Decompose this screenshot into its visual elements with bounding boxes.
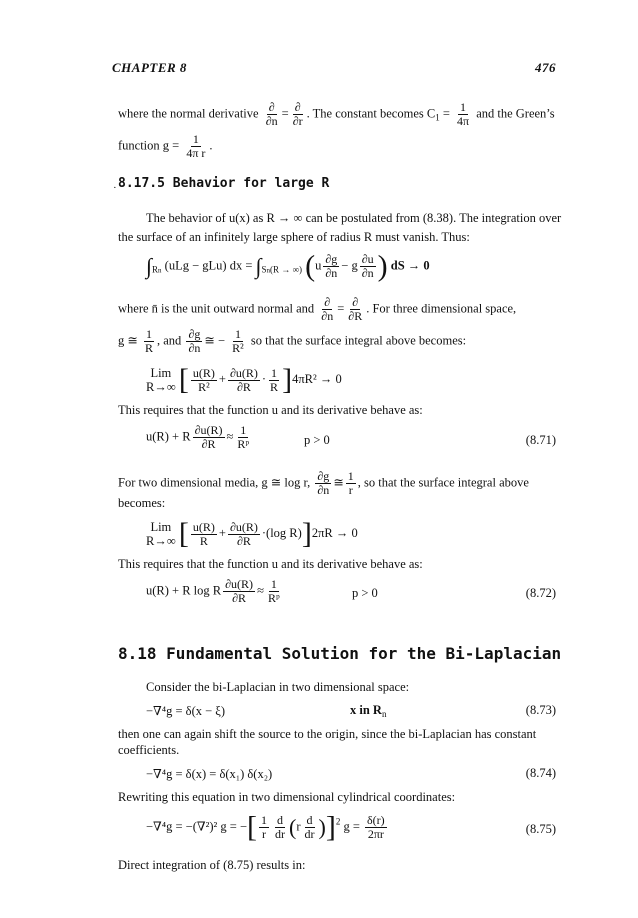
bracket: )	[318, 814, 326, 840]
text-span: is the unit outward normal and	[161, 301, 315, 316]
section-title: Fundamental Solution for the Bi-Laplacian	[166, 644, 562, 663]
numerator: ∂	[324, 295, 331, 309]
bracket: [	[178, 363, 189, 396]
text-span: where the normal derivative	[118, 106, 259, 121]
fraction	[259, 814, 269, 841]
text-span: u(R) + R	[146, 429, 191, 444]
fraction	[228, 367, 260, 394]
denominator: ∂R	[236, 533, 251, 548]
text-span: , so that the surface integral above	[357, 475, 529, 490]
numerator: ∂u	[361, 252, 374, 266]
chapter-label: CHAPTER 8	[112, 60, 187, 75]
text-span: .	[209, 138, 213, 153]
numerator: u(R)	[192, 365, 215, 380]
numerator: ∂g	[188, 327, 201, 341]
text-span: . For three dimensional space,	[366, 301, 517, 316]
fraction	[191, 367, 217, 394]
paragraph: This requires that the function u and its derivative behave as:	[118, 403, 423, 417]
paragraph-normal-derivative: where the normal derivative $\frac{\partial}{\partial n}$ = $\frac{\partial}{\partial r}$ . The constant becomes $C_1$ = $\frac{1}{4\pi}$ and the Green’s	[118, 100, 555, 128]
fraction	[143, 328, 155, 355]
section-title: Behavior for large R	[172, 176, 330, 191]
text-span: function g =	[118, 138, 180, 153]
fraction	[303, 814, 317, 841]
text-span: R→∞	[146, 534, 176, 548]
superscript: 2	[335, 816, 341, 827]
fraction-1-4pir	[184, 133, 207, 160]
denominator: r	[262, 827, 267, 841]
denominator: ∂n	[361, 266, 374, 280]
equation-8-71	[146, 424, 253, 451]
fraction	[193, 424, 225, 451]
text-span: , and	[157, 333, 182, 348]
numerator: ∂	[294, 100, 301, 114]
fraction	[266, 578, 282, 605]
text-span: −∇⁴g = −(∇²)² g = −	[146, 819, 248, 834]
numerator: 1	[270, 577, 277, 591]
paragraph: the surface of an infinitely large sphere of radius R must vanish. Thus:	[118, 230, 470, 244]
text-span: g =	[343, 819, 360, 834]
text-span: (uLg − gLu) dx =	[164, 258, 253, 273]
numerator: ∂g	[325, 252, 338, 266]
integral-sign: ∫	[146, 253, 153, 279]
denominator: ∂n	[317, 483, 330, 497]
equation-number: (8.75)	[525, 822, 556, 836]
text-span: so that the surface integral above becomes:	[250, 333, 467, 348]
paragraph: The behavior of u(x) as R → ∞ can be postulated from (8.38). The integration over	[146, 211, 562, 225]
subscript: (R → ∞)	[270, 264, 302, 275]
numerator: δ(r)	[367, 813, 385, 827]
text-span: 4πR² → 0	[292, 371, 342, 386]
limit-operator	[146, 520, 176, 548]
text-span: ≈	[226, 429, 234, 444]
fraction	[268, 367, 280, 394]
text-span: g ≅	[118, 333, 138, 348]
fraction-du-dn	[360, 253, 376, 280]
page-number: 476	[535, 60, 556, 75]
denominator: dr	[275, 827, 286, 841]
bracket: [	[247, 810, 258, 844]
denominator: ∂n	[325, 266, 338, 280]
equation-number: (8.73)	[525, 703, 556, 717]
text-span: For two dimensional media, g ≅ log r,	[118, 475, 311, 490]
denominator: ∂R	[236, 379, 251, 394]
text-span: ≅ −	[204, 333, 226, 348]
bracket: (	[289, 814, 297, 840]
text-span: =	[442, 106, 450, 121]
fraction	[273, 814, 287, 841]
numerator: ∂u(R)	[229, 519, 258, 534]
fraction-dg-dn	[323, 253, 339, 280]
equation-surface-integral: $\int_{Rn}$ (uLg − gLu) dx = $\int_{Sn(R \to \infty)}$ (u $\frac{\partial g}{\partial n}$ − g $\frac{\partial u}{\partial n}$ ) dS → 0	[146, 249, 430, 283]
denominator: R	[144, 341, 153, 355]
text-span: u(R) + R log R	[146, 583, 222, 598]
equation-number: (8.72)	[525, 586, 556, 600]
numerator: ∂u(R)	[229, 365, 258, 380]
fraction-d-dn	[264, 101, 280, 128]
text-span: r	[296, 819, 301, 834]
fraction	[230, 328, 246, 355]
section-number: 8.18	[118, 644, 157, 663]
subscript: S	[261, 264, 267, 275]
equation-number: (8.71)	[525, 433, 556, 447]
equation-number: (8.74)	[525, 766, 556, 780]
margin-mark: ·	[113, 182, 117, 194]
section-number: 8.17.5	[118, 176, 165, 191]
bracket: ]	[325, 810, 336, 844]
denominator: Rᵖ	[237, 437, 250, 451]
denominator: R²	[198, 379, 210, 394]
paragraph: This requires that the function u and its derivative behave as:	[118, 557, 423, 571]
numerator: 1	[192, 132, 199, 146]
numerator: 1	[261, 813, 268, 827]
integral-sign: ∫	[255, 253, 262, 279]
subscript: 1	[435, 112, 440, 123]
denominator: dr	[304, 827, 315, 841]
bracket: (	[305, 249, 316, 283]
subscript: n	[381, 709, 387, 719]
numerator: ∂	[268, 100, 275, 114]
text-span: where	[118, 301, 149, 316]
numerator: 1	[234, 327, 241, 341]
condition: p > 0	[352, 586, 378, 600]
paragraph: Rewriting this equation in two dimensional cylindrical coordinates:	[118, 790, 456, 804]
fraction	[346, 470, 356, 497]
paragraph-unit-normal: where n̄ is the unit outward normal and $\frac{\partial}{\partial n}$ = $\frac{\partial}{\partial R}$ . For three dimensional space,	[118, 295, 517, 323]
text-span: 2πR → 0	[311, 525, 358, 540]
numerator: ∂u(R)	[194, 423, 223, 437]
section-heading-8-17-5	[118, 176, 329, 191]
text-span: Lim	[150, 366, 172, 380]
numerator: 1	[240, 423, 247, 437]
paragraph: then one can again shift the source to the origin, since the bi-Laplacian has constant	[118, 727, 537, 741]
fraction	[191, 521, 217, 548]
text-span: u	[315, 258, 322, 273]
denominator: R	[199, 533, 208, 548]
equation-8-73: −∇⁴g = δ(x − ξ)	[146, 704, 226, 718]
denominator: 2πr	[367, 827, 384, 841]
numerator: 1	[145, 327, 152, 341]
denominator: r	[348, 483, 353, 497]
fraction-d-dr	[291, 101, 305, 128]
paragraph: Direct integration of (8.75) results in:	[118, 858, 306, 872]
paragraph: becomes:	[118, 496, 166, 510]
numerator: 1	[271, 365, 278, 380]
equation-8-72	[146, 578, 284, 605]
numerator: ∂g	[317, 469, 330, 483]
numerator: d	[277, 813, 284, 827]
bracket: )	[377, 249, 388, 283]
fraction	[228, 521, 260, 548]
denominator: ∂n	[188, 341, 201, 355]
paragraph-green-function	[118, 133, 213, 160]
bracket: ]	[282, 363, 293, 396]
equation-limit-3d: Lim R→∞ [ $\frac{u(R)}{\text{R²}}$ + $\frac{\partial u(R)}{\partial R}$ · $\frac{1}{R}$ ]4πR² → 0	[146, 363, 342, 396]
bracket: ]	[301, 517, 312, 550]
text-span: dS → 0	[390, 258, 430, 273]
denominator: ∂n	[321, 309, 334, 323]
text-span: R→∞	[146, 380, 176, 394]
equation-limit-2d: Lim R→∞ [ $\frac{u(R)}{R}$ + $\frac{\partial u(R)}{\partial R}$ ·(log R)]2πR → 0	[146, 517, 358, 550]
fraction-d-dn	[319, 296, 335, 323]
text-span: n̄	[151, 301, 158, 316]
text-span: . The constant becomes C	[306, 106, 436, 121]
denominator: 4π r	[186, 146, 206, 160]
section-heading-8-18	[118, 644, 561, 663]
numerator: 1	[460, 100, 467, 114]
subscript: n	[158, 266, 162, 275]
numerator: ∂	[352, 295, 359, 309]
text-span: Lim	[150, 520, 172, 534]
numerator: 1	[347, 469, 354, 483]
text-span: ·(log R)	[261, 525, 302, 540]
denominator: ∂R	[348, 309, 363, 323]
bracket: [	[178, 517, 189, 550]
denominator: 4π	[457, 114, 470, 128]
condition	[350, 703, 386, 719]
numerator: u(R)	[192, 519, 215, 534]
fraction	[186, 328, 202, 355]
paragraph-two-dim	[118, 470, 529, 497]
running-header	[112, 60, 556, 82]
text-span: g	[351, 258, 358, 273]
text-span: ≅	[333, 475, 344, 490]
equation-8-74: −∇⁴g = δ(x) = δ(x₁) δ(x₂)	[146, 767, 273, 781]
subscript: R	[152, 264, 159, 275]
denominator: ∂n	[265, 114, 278, 128]
denominator: ∂r	[292, 114, 303, 128]
numerator: d	[306, 813, 313, 827]
subscript: n	[266, 266, 271, 275]
denominator: R²	[232, 341, 244, 355]
text-span: ≈	[257, 583, 264, 598]
numerator: ∂u(R)	[225, 577, 254, 591]
limit-operator	[146, 366, 176, 394]
paragraph-three-dim	[118, 328, 466, 355]
text-span: x in R	[350, 703, 382, 717]
fraction	[365, 814, 387, 841]
condition: p > 0	[304, 433, 330, 447]
denominator: R	[270, 379, 279, 394]
denominator: Rᵖ	[267, 591, 280, 605]
fraction	[235, 424, 251, 451]
fraction	[315, 470, 331, 497]
paragraph: Consider the bi-Laplacian in two dimensional space:	[146, 680, 410, 694]
text-span: and the Green’s	[476, 106, 555, 121]
fraction-d-dR	[346, 296, 364, 323]
equation-8-75	[146, 810, 389, 844]
denominator: ∂R	[232, 591, 247, 605]
denominator: ∂R	[201, 437, 216, 451]
paragraph: coefficients.	[118, 743, 180, 757]
fraction	[223, 578, 255, 605]
fraction-1-4pi	[455, 101, 471, 128]
